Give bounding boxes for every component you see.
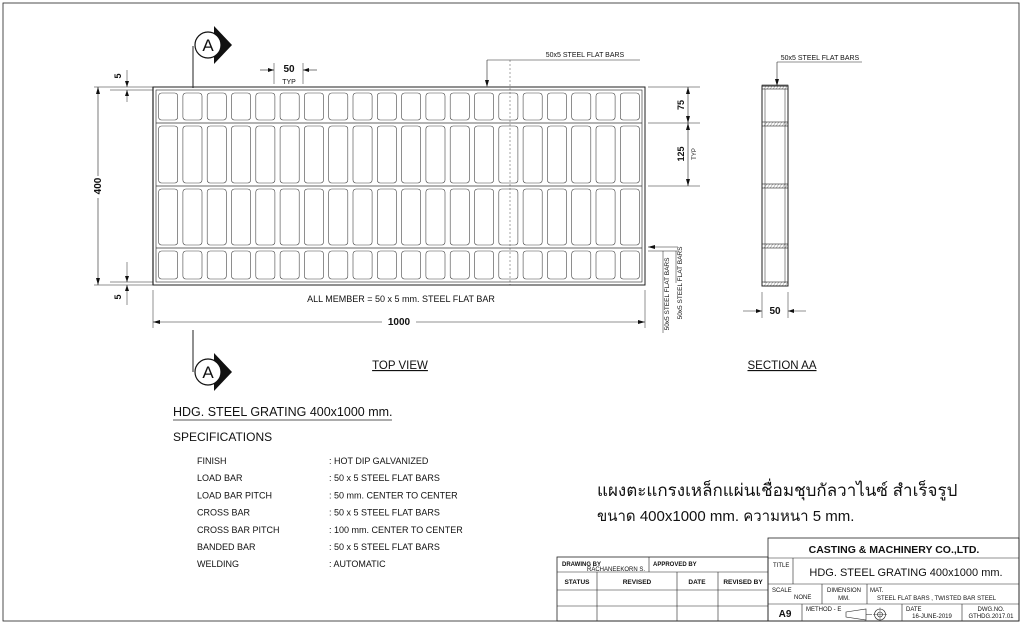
- grating-cell: [402, 251, 421, 279]
- grating-cell: [207, 189, 226, 245]
- grating-cell: [329, 126, 348, 183]
- grating-cell: [523, 189, 542, 245]
- spec-value: : 50 x 5 STEEL FLAT BARS: [329, 473, 440, 484]
- grating-cell: [256, 189, 275, 245]
- callout-right: [648, 245, 684, 333]
- company-name: CASTING & MACHINERY CO.,LTD.: [808, 544, 980, 556]
- dim-pitch-value: 50: [283, 64, 295, 75]
- date-field-label: DATE: [906, 607, 922, 613]
- hatch-line: [767, 282, 770, 286]
- grating-cell: [353, 251, 372, 279]
- grating-cells: [156, 93, 642, 279]
- grating-cell: [304, 93, 323, 120]
- hatch-line: [779, 282, 782, 286]
- grating-cell: [329, 189, 348, 245]
- section-marker-top-letter: A: [202, 36, 214, 55]
- grating-cell: [547, 126, 566, 183]
- spec-label: WELDING: [197, 559, 240, 570]
- grating-cell: [523, 126, 542, 183]
- method-label: METHOD - E: [806, 607, 842, 613]
- grating-cell: [183, 93, 202, 120]
- callout-top-text: 50x5 STEEL FLAT BARS: [545, 52, 625, 59]
- revised-label: REVISED: [622, 579, 652, 586]
- hatch-line: [770, 122, 773, 126]
- hatch-line: [770, 184, 773, 188]
- grating-cell: [329, 251, 348, 279]
- dim-bottom-bar: [110, 262, 153, 305]
- mat-value: STEEL FLAT BARS , TWISTED BAR STEEL: [877, 596, 997, 602]
- grating-cell: [256, 126, 275, 183]
- grating-cell: [450, 251, 469, 279]
- spec-value: : AUTOMATIC: [329, 559, 386, 570]
- hatch-line: [782, 244, 785, 248]
- dim-125-value: 125: [676, 146, 686, 162]
- grating-cell: [572, 251, 591, 279]
- dim-75-value: 75: [676, 99, 686, 111]
- scale-label: SCALE: [772, 588, 792, 594]
- thai-description-1: แผงตะแกรงเหล็กแผ่นเชื่อมชุบกัลวาไนซ์ สำเร็จรูป: [597, 481, 958, 500]
- grating-cell: [499, 189, 518, 245]
- grating-cell: [280, 189, 299, 245]
- hatch-line: [767, 184, 770, 188]
- section-cross-bar: [762, 282, 788, 286]
- revised-by-label: REVISED BY: [723, 579, 763, 586]
- dim-top-bar-value: 5: [113, 73, 123, 79]
- grating-cell: [426, 189, 445, 245]
- hatch-line: [764, 122, 767, 126]
- grating-cell: [499, 126, 518, 183]
- grating-cell: [183, 251, 202, 279]
- grating-cell: [499, 251, 518, 279]
- hatch-line: [776, 282, 779, 286]
- grating-cell: [232, 251, 251, 279]
- dim-top-bar: [110, 70, 153, 102]
- grating-cell: [426, 126, 445, 183]
- title-block: [557, 538, 1019, 621]
- hatch-line: [779, 244, 782, 248]
- grating-cell: [280, 126, 299, 183]
- dim-bottom-bar-value: 5: [113, 294, 123, 300]
- grating-cell: [377, 93, 396, 120]
- grating-cell: [183, 126, 202, 183]
- grating-cell: [304, 251, 323, 279]
- grating-cell: [402, 189, 421, 245]
- grating-cell: [620, 189, 639, 245]
- dim-width-value: 1000: [387, 317, 411, 328]
- grating-cell: [159, 251, 178, 279]
- grating-cell: [426, 251, 445, 279]
- grating-cell: [572, 93, 591, 120]
- grating-cell: [596, 251, 615, 279]
- grating-cell: [159, 189, 178, 245]
- dim-pitch: [260, 63, 317, 86]
- section-view: [743, 55, 862, 318]
- dim-pitch-note: TYP: [282, 79, 296, 86]
- hatch-line: [776, 244, 779, 248]
- spec-label: LOAD BAR PITCH: [197, 490, 273, 501]
- grating-cell: [572, 126, 591, 183]
- spec-value: : 100 mm. CENTER TO CENTER: [329, 524, 463, 535]
- section-callout-text: 50x5 STEEL FLAT BARS: [780, 55, 860, 62]
- hatch-line: [779, 184, 782, 188]
- section-marker-bottom-letter: A: [202, 363, 214, 382]
- spec-heading: SPECIFICATIONS: [173, 430, 273, 444]
- grating-cell: [596, 126, 615, 183]
- title-label: TITLE: [773, 563, 790, 569]
- grating-cell: [232, 126, 251, 183]
- dim-height-value: 400: [93, 177, 104, 195]
- grating-cell: [572, 189, 591, 245]
- grating-cell: [159, 126, 178, 183]
- scale-value: NONE: [794, 595, 812, 601]
- section-dim-width: 50: [769, 306, 781, 317]
- dimension-value: MM.: [838, 596, 850, 602]
- grating-cell: [207, 126, 226, 183]
- spec-value: : 50 x 5 STEEL FLAT BARS: [329, 542, 440, 552]
- grating-cell: [475, 93, 494, 120]
- section-hatches: [762, 85, 788, 286]
- spec-label: CROSS BAR PITCH: [197, 524, 280, 535]
- section-cross-bar: [762, 122, 788, 126]
- drawing-frame: [3, 3, 1019, 621]
- spec-value: : 50 mm. CENTER TO CENTER: [329, 490, 458, 501]
- section-cross-bar: [762, 184, 788, 188]
- thai-description-2: ขนาด 400x1000 mm. ความหนา 5 mm.: [597, 508, 855, 525]
- drawing-by-name: RACHANEEKORN S.: [587, 567, 646, 573]
- hatch-line: [776, 184, 779, 188]
- grating-cell: [523, 251, 542, 279]
- hatch-line: [773, 184, 776, 188]
- hatch-line: [764, 184, 767, 188]
- section-outline: [762, 86, 788, 286]
- grating-cell: [547, 93, 566, 120]
- grating-cell: [620, 93, 639, 120]
- spec-list: [197, 456, 463, 569]
- hatch-line: [782, 122, 785, 126]
- grating-cell: [523, 93, 542, 120]
- dimension-label: DIMENSION: [826, 588, 862, 594]
- spec-value: : HOT DIP GALVANIZED: [329, 456, 429, 466]
- grating-cell: [450, 189, 469, 245]
- grating-cell: [377, 189, 396, 245]
- section-marker-bottom: [193, 330, 232, 391]
- grating-cell: [450, 93, 469, 120]
- grating-cell: [207, 93, 226, 120]
- grating-cell: [280, 251, 299, 279]
- hatch-line: [770, 282, 773, 286]
- grating-cell: [353, 126, 372, 183]
- hatch-line: [773, 282, 776, 286]
- spec-label: LOAD BAR: [197, 473, 243, 484]
- top-view: [153, 87, 645, 285]
- grating-cell: [402, 93, 421, 120]
- hatch-line: [776, 122, 779, 126]
- grating-cell: [232, 93, 251, 120]
- grating-cell: [620, 126, 639, 183]
- spec-label: BANDED BAR: [197, 542, 256, 552]
- dwg-no-label: DWG.NO.: [977, 607, 1005, 613]
- spec-label: CROSS BAR: [197, 507, 251, 518]
- grating-cell: [426, 93, 445, 120]
- grating-cell: [596, 93, 615, 120]
- grating-cell: [329, 93, 348, 120]
- grating-cell: [280, 93, 299, 120]
- title-value: HDG. STEEL GRATING 400x1000 mm.: [809, 567, 1003, 579]
- grating-cell: [159, 93, 178, 120]
- hatch-line: [779, 122, 782, 126]
- grating-cell: [450, 126, 469, 183]
- grating-cell: [547, 189, 566, 245]
- dwg-no-value: GTHDG.2017.01: [968, 614, 1014, 620]
- section-cross-bar: [762, 244, 788, 248]
- grating-cell: [353, 189, 372, 245]
- grating-cell: [475, 251, 494, 279]
- spec-value: : 50 x 5 STEEL FLAT BARS: [329, 507, 440, 518]
- status-label: STATUS: [564, 579, 590, 586]
- section-view-title: SECTION AA: [747, 360, 817, 372]
- approved-by-label: APPROVED BY: [653, 562, 697, 568]
- drawing-by-label: DRAWING BY: [562, 562, 601, 568]
- hatch-line: [767, 122, 770, 126]
- grating-cell: [402, 126, 421, 183]
- top-view-title: TOP VIEW: [372, 360, 428, 372]
- date-label: DATE: [688, 579, 706, 586]
- mat-label: MAT.: [870, 588, 884, 594]
- grating-cell: [596, 189, 615, 245]
- dim-height: [92, 87, 110, 285]
- hatch-line: [770, 244, 773, 248]
- product-title: HDG. STEEL GRATING 400x1000 mm.: [173, 405, 393, 419]
- dim-125-note: TYP: [692, 148, 698, 160]
- grating-cell: [475, 189, 494, 245]
- grating-cell: [475, 126, 494, 183]
- grating-cell: [377, 251, 396, 279]
- hatch-line: [773, 122, 776, 126]
- hatch-line: [767, 244, 770, 248]
- hatch-line: [764, 282, 767, 286]
- grating-cell: [304, 126, 323, 183]
- spec-label: FINISH: [197, 456, 227, 466]
- grating-cell: [256, 251, 275, 279]
- date-field-value: 16-JUNE-2019: [912, 614, 952, 620]
- grating-cell: [547, 251, 566, 279]
- grating-cell: [207, 251, 226, 279]
- grating-cell: [183, 189, 202, 245]
- grating-cell: [353, 93, 372, 120]
- grating-cell: [304, 189, 323, 245]
- section-marker-top: [193, 26, 232, 88]
- hatch-line: [782, 184, 785, 188]
- callout-right-text-2: 50x5 STEEL FLAT BARS: [677, 246, 684, 320]
- hatch-line: [773, 244, 776, 248]
- grating-cell: [499, 93, 518, 120]
- projection-icon: [846, 608, 887, 622]
- hatch-line: [764, 244, 767, 248]
- grating-cell: [256, 93, 275, 120]
- callout-right-text-1: 50x5 STEEL FLAT BARS: [664, 257, 671, 331]
- hatch-line: [782, 282, 785, 286]
- grating-cell: [620, 251, 639, 279]
- grating-cell: [232, 189, 251, 245]
- member-note: ALL MEMBER = 50 x 5 mm. STEEL FLAT BAR: [307, 294, 495, 304]
- grating-cell: [377, 126, 396, 183]
- sheet-size: A9: [778, 609, 792, 620]
- dim-right-stack: [648, 87, 700, 186]
